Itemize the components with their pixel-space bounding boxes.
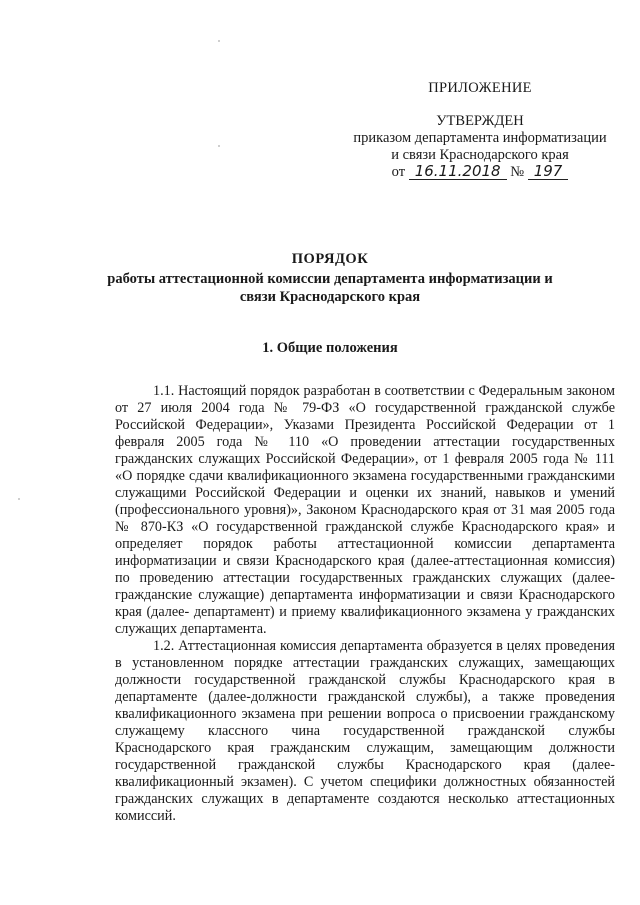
date-prefix: от	[391, 164, 406, 180]
section-heading: 1. Общие положения	[262, 340, 398, 356]
appendix-label: ПРИЛОЖЕНИЕ	[428, 80, 532, 96]
order-line-1: приказом департамента информатизации	[353, 130, 607, 146]
approved-label: УТВЕРЖДЕН	[436, 113, 524, 129]
title-subtitle: работы аттестационной комиссии департамента информатизации и связи Краснодарского края	[107, 271, 553, 305]
order-line-2: и связи Краснодарского края	[391, 147, 569, 163]
approval-block	[340, 80, 620, 181]
handwritten-number: 197	[528, 164, 569, 180]
date-number-line	[340, 164, 620, 181]
paragraph: 1.1. Настоящий порядок разработан в соответствии с Федеральным законом от 27 июля 2004 года № 79-ФЗ «О государственной гражданской службе Российской Федерации», Указами Президента Российской Федерации от 1 февраля 2005 года № 110 «О проведении аттестации государственных гражданских служащих Российской Федерации», от 1 февраля 2005 года № 111 «О порядке сдачи квалификационного экзамена государственными гражданскими служащими Российской Федерации и оценки их знаний, навыков и умений (профессионального уровня)», Законом Краснодарского края от 31 мая 2005 года № 870-КЗ «О государственной гражданской службе Краснодарского края» и определяет порядок работы аттестационной комиссии департамента информатизации и связи Краснодарского края (далее-аттестационная комиссия) по проведению аттестации государственных гражданских служащих (далее-гражданские служащие) департамента информатизации и связи Краснодарского края (далее- департамент) и приему квалификационного экзамена у гражданских служащих департамента.	[115, 383, 615, 637]
title-main: ПОРЯДОК	[291, 251, 369, 267]
scan-speck	[218, 145, 220, 147]
scan-speck	[18, 498, 20, 500]
body-text	[115, 383, 615, 825]
handwritten-date: 16.11.2018	[409, 164, 507, 180]
paragraph: 1.2. Аттестационная комиссия департамента образуется в целях проведения в установленном порядке аттестации гражданских служащих, замещающих должности государственной гражданской службы Краснодарского края в департаменте (далее-должности гражданской службы), а также проведения квалификационного экзамена при решении вопроса о присвоении гражданскому служащему классного чина государственной гражданской службы Краснодарского края гражданским служащим, замещающим должности государственной гражданской службы Краснодарского края (далее-квалификационный экзамен). С учетом специфики должностных обязанностей гражданских служащих в департаменте создаются несколько аттестационных комиссий.	[115, 638, 615, 824]
number-prefix: №	[510, 164, 525, 180]
document-title	[100, 250, 560, 306]
scan-speck	[218, 40, 220, 42]
